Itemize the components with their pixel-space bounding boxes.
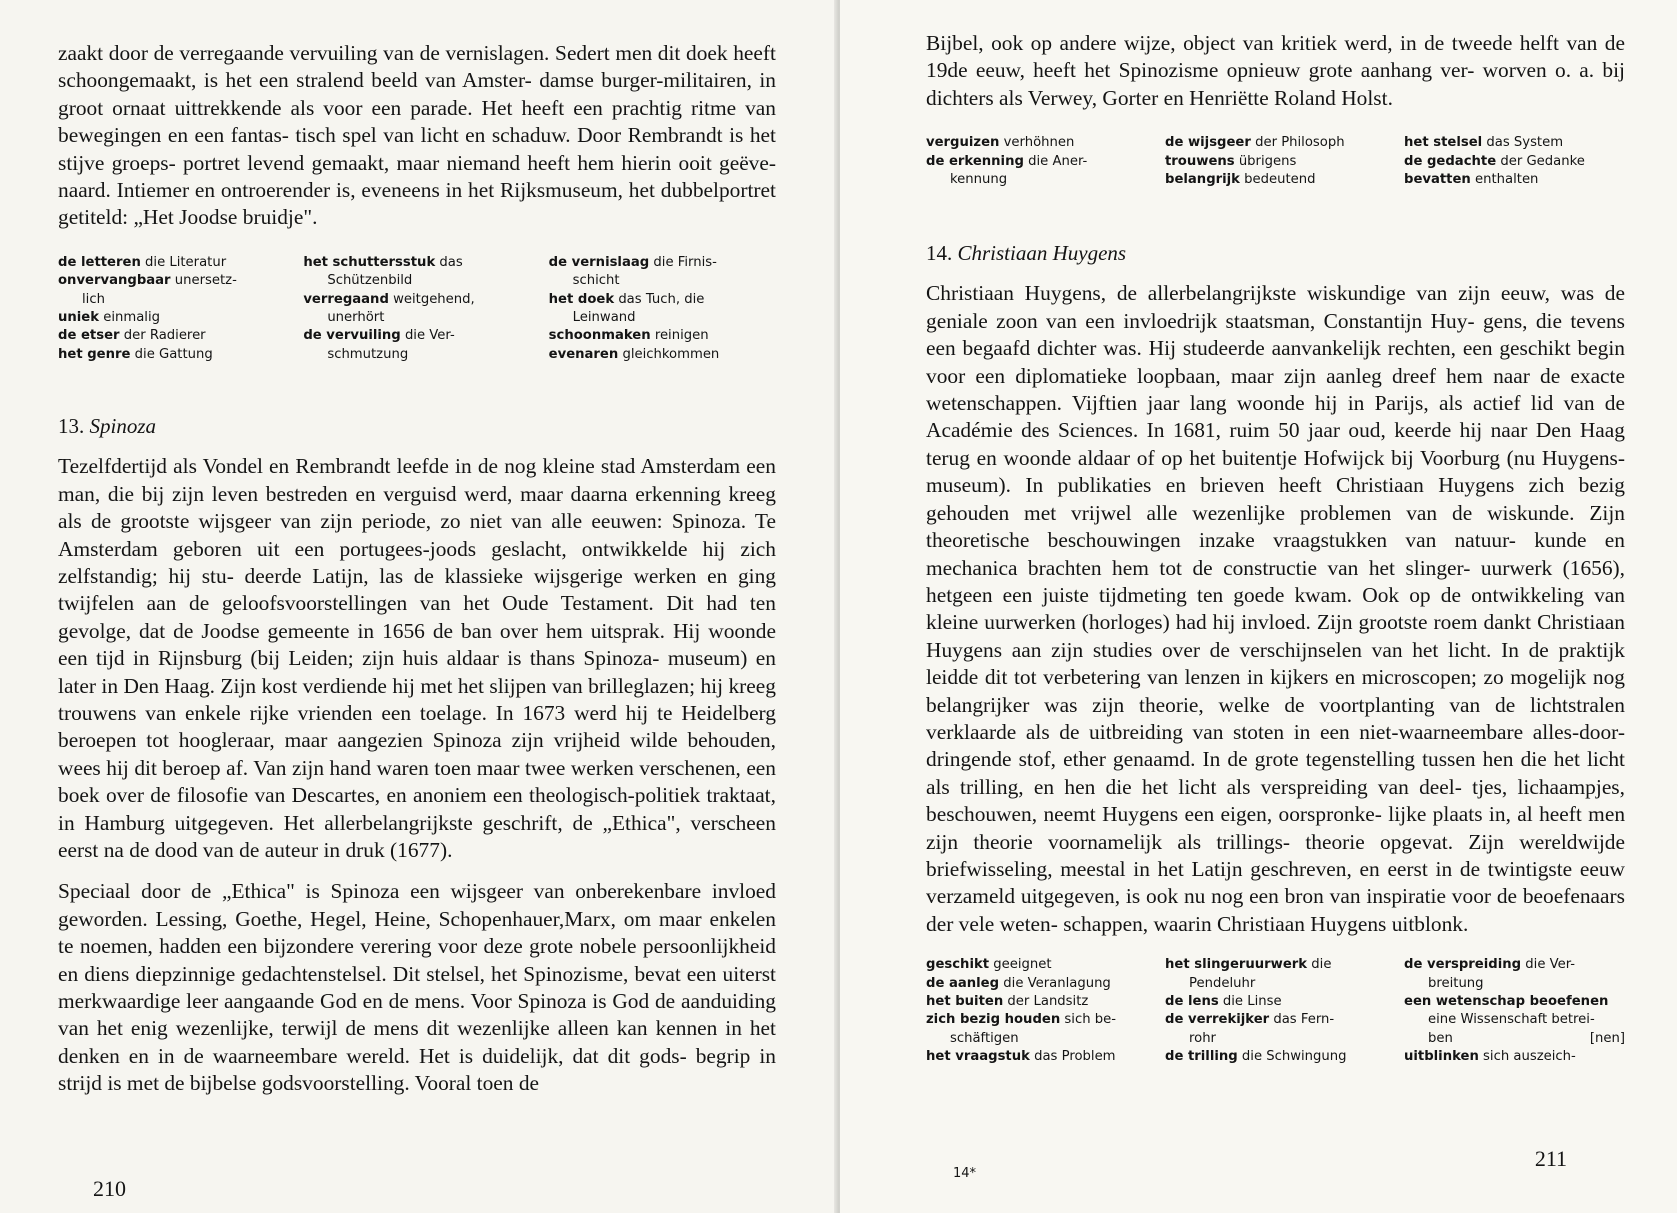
text-line: dubbelportret getiteld: „Het Joodse bruidje". xyxy=(58,178,776,230)
vocab-translation: der Philosoph xyxy=(1255,135,1345,151)
vocab-term: de aanleg xyxy=(926,975,1000,991)
text-line: Christiaan Huygens, de allerbelangrijkste wiskundige van zijn eeuw, xyxy=(926,281,1550,306)
vocab-term: de vervuiling xyxy=(303,328,401,344)
vocab-translation: die Ver- xyxy=(1525,957,1576,973)
vocab-translation: unersetz- xyxy=(174,273,237,289)
intro-paragraph xyxy=(926,30,1625,112)
vocab-term: evenaren xyxy=(548,346,619,362)
vocab-translation: die Linse xyxy=(1222,994,1282,1009)
body-paragraph xyxy=(58,878,776,1097)
text-line: invloed geworden. Lessing, Goethe, Hegel, Heine, Schopenhauer,Marx, xyxy=(58,879,776,931)
vocabulary-box xyxy=(926,134,1625,189)
vocab-column xyxy=(1404,956,1625,1066)
vocab-translation: das System xyxy=(1486,135,1564,151)
text-line: als de uitbreiding van stoten in een niet-waarneembare alles-door- xyxy=(1025,719,1626,744)
vocab-entry xyxy=(926,153,1147,171)
text-line: naard. Intiemer en ontroerender is, eveneens in het Rijksmuseum, het xyxy=(58,178,655,203)
vocab-translation: der Gedanke xyxy=(1500,153,1585,169)
vocab-column xyxy=(549,254,776,364)
vocab-translation: die Firnis- xyxy=(653,254,717,270)
text-line: bezig gehouden met vrijwel alle wezenlijke problemen van de wiskunde. xyxy=(926,473,1625,525)
vocab-entry xyxy=(58,309,285,327)
vocab-entry xyxy=(1404,153,1625,171)
text-line: ook nu nog een bron van inspiratie voor de beoefenaars der vele weten- xyxy=(926,884,1625,936)
text-line: museum) en later in Den Haag. Zijn kost verdiende hij met het slijpen xyxy=(58,646,776,698)
text-line: zaakt door de verregaande vervuiling van de vernislagen. Sedert men xyxy=(58,41,653,65)
vocab-translation: lich xyxy=(82,291,105,307)
vocab-term: onvervangbaar xyxy=(58,273,171,289)
vocab-entry xyxy=(549,346,776,364)
text-line: Tezelfdertijd als Vondel en Rembrandt leefde in de nog kleine stad xyxy=(58,454,636,479)
text-line: verschijnselen van het licht. In de praktijk leidde dit tot verbetering xyxy=(926,637,1625,690)
vocab-term: de letteren xyxy=(58,254,141,270)
vocab-entry xyxy=(1165,1048,1386,1066)
text-line: een tijd in Rijnsburg (bij Leiden; zijn huis aldaar is thans Spinoza- xyxy=(58,646,660,671)
text-line: Zijn grootste roem dankt Christiaan Huygens aan zijn studies over de xyxy=(926,610,1625,662)
vocab-translation: kennung xyxy=(950,172,1008,188)
vocab-translation: die Veranlagung xyxy=(1003,975,1111,991)
vocab-term: de verspreiding xyxy=(1404,957,1522,973)
vocab-entry xyxy=(1165,171,1386,189)
section-body xyxy=(58,453,776,1097)
text-line: begrip in strijd is met de bijbelse godsvoorstelling. Vooral toen de xyxy=(58,1043,776,1096)
vocab-entry xyxy=(926,1048,1147,1066)
vocab-entry xyxy=(1404,993,1625,1011)
vocab-translation: schmutzung xyxy=(327,346,409,362)
page-number: 211 xyxy=(1534,1146,1567,1171)
body-paragraph xyxy=(58,453,776,864)
text-line: damse burger-militairen, in groot ornaat uittrekkende als voor een xyxy=(58,68,776,120)
text-line: was de geniale zoon van een invloedrijk staatsman, Constantijn Huy- xyxy=(926,281,1625,333)
vocab-translation: Pendeluhr xyxy=(1189,975,1256,991)
vocabulary-box xyxy=(926,956,1625,1066)
text-line: rechten, een geschikt begin voor een diplomatieke loopbaan, maar zijn xyxy=(926,336,1625,388)
vocab-translation: Leinwand xyxy=(572,310,636,326)
vocab-translation: schäftigen xyxy=(950,1030,1019,1046)
vocab-term: verguizen xyxy=(926,135,1000,151)
text-line: aanleg dreef hem naar de exacte wetenschappen. Vijftien jaar lang xyxy=(926,363,1625,416)
vocab-entry xyxy=(1404,1011,1625,1029)
vocab-entry xyxy=(926,956,1147,974)
vocab-translation: sich auszeich- xyxy=(1483,1049,1576,1065)
vocab-entry xyxy=(926,1011,1147,1029)
vocab-term: de verrekijker xyxy=(1165,1012,1270,1028)
text-line: „Ethica", verscheen eerst na de dood van de auteur in druk (1677). xyxy=(58,810,776,862)
vocab-entry xyxy=(303,272,530,290)
vocab-translation: die Schwingung xyxy=(1241,1049,1347,1065)
vocab-term: het vraagstuk xyxy=(926,1049,1030,1065)
section-heading xyxy=(926,241,1625,266)
vocab-term: het stelsel xyxy=(1404,135,1483,151)
vocab-translation: die Ver- xyxy=(404,328,455,344)
vocab-term: uitblinken xyxy=(1404,1049,1479,1065)
vocab-term: de wijsgeer xyxy=(1165,135,1251,151)
section-body xyxy=(926,280,1625,938)
vocab-entry xyxy=(926,134,1147,152)
vocab-translation: das Problem xyxy=(1034,1049,1116,1065)
vocab-entry xyxy=(926,993,1147,1011)
text-line: denken en in de waarneembare wereld. Het is duidelijk, dat dit gods- xyxy=(58,1043,687,1068)
vocab-translation: einmalig xyxy=(103,310,160,326)
vocab-entry xyxy=(58,291,285,309)
text-line: Holst. xyxy=(1341,85,1393,110)
text-line: traktaat, in Hamburg uitgegeven. Het allerbelangrijkste geschrift, de xyxy=(58,783,776,835)
vocab-entry xyxy=(549,254,776,272)
vocab-term: uniek xyxy=(58,310,100,326)
text-line: Zijn theoretische beschouwingen inzake vraagstukken van natuur- xyxy=(926,500,1625,553)
text-line: gens, die tevens een begaafd dichter was. Hij studeerde aanvankelijk xyxy=(926,308,1625,361)
vocab-term: geschikt xyxy=(926,957,990,973)
text-line: maar daarna erkenning kreeg als de grootste wijsgeer van zijn periode, xyxy=(58,481,776,534)
vocab-entry xyxy=(303,327,530,345)
vocab-entry xyxy=(58,272,285,290)
vocab-term: het schuttersstuk xyxy=(303,254,436,270)
vocab-translation: die Gattung xyxy=(134,346,213,362)
text-line: deerde Latijn, las de klassieke wijsgerige werken en ging twijfelen aan xyxy=(58,563,777,616)
text-line: lijke plaats in, al heeft men zijn theorie voornamelijk als trillings- xyxy=(926,802,1626,854)
intro-paragraph xyxy=(58,40,776,232)
vocab-term: de erkenning xyxy=(926,153,1024,169)
vocab-translation: rohr xyxy=(1189,1030,1216,1046)
text-line: over de filosofie van Descartes, en anoniem een theologisch-politiek xyxy=(105,783,701,808)
text-line: zo niet van alle eeuwen: Spinoza. Te Amsterdam geboren uit een xyxy=(58,509,776,561)
text-line: museum). In publikaties en brieven heeft Christiaan Huygens zich xyxy=(926,473,1565,498)
vocab-entry xyxy=(926,975,1147,993)
vocab-translation: ben xyxy=(1428,1030,1453,1046)
text-line: woonde hij in Parijs, als actief lid van de Académie des Sciences. In xyxy=(926,391,1625,443)
section-name: Spinoza xyxy=(89,414,157,439)
vocab-entry xyxy=(303,309,530,327)
vocab-translation: gleichkommen xyxy=(622,346,720,362)
vocab-translation: die Literatur xyxy=(145,254,227,270)
text-line: dringende stof, ether genaamd. In de grote tegenstelling tussen hen xyxy=(926,747,1514,772)
text-line: Van zijn hand waren toen maar twee werken verschenen, een boek xyxy=(58,755,776,808)
vocab-entry xyxy=(1404,1030,1625,1048)
vocab-column xyxy=(1165,956,1386,1066)
text-line: uurwerk (1656), hetgeen een juiste tijdmeting ten goede kwam. Ook xyxy=(926,555,1625,607)
vocab-term: de etser xyxy=(58,328,120,344)
vocab-term: trouwens xyxy=(1165,153,1235,169)
vocab-term: de gedachte xyxy=(1404,153,1497,169)
vocab-term: de trilling xyxy=(1165,1049,1238,1065)
vocab-entry xyxy=(1165,975,1386,993)
text-line: schappen, waarin Christiaan Huygens uitblonk. xyxy=(1063,911,1469,936)
vocab-translation: unerhört xyxy=(327,310,385,326)
vocab-translation: reinigen xyxy=(654,328,709,344)
section-number: 14. xyxy=(926,241,953,266)
text-line: theorie opgevat. Zijn wereldwijde briefwisseling, meestal in het Latijn xyxy=(926,829,1625,881)
vocab-term: de vernislaag xyxy=(548,254,650,270)
section-name: Christiaan Huygens xyxy=(957,241,1127,266)
vocab-entry xyxy=(1404,171,1625,189)
vocab-entry xyxy=(303,346,530,364)
vocab-column xyxy=(303,254,530,364)
text-line: op de ontwikkeling van kleine uurwerken (horloges) had hij invloed. xyxy=(926,582,1625,635)
text-line: die het licht als trilling, en hen die het licht als verspreiding van deel- xyxy=(926,747,1625,799)
vocab-translation: Schützenbild xyxy=(327,273,413,289)
vocab-column xyxy=(926,956,1147,1066)
page-number: 210 xyxy=(93,1176,126,1201)
text-line: van de 19de eeuw, heeft het Spinozisme opnieuw grote aanhang ver- xyxy=(926,31,1625,83)
text-line: aangezien Spinoza zijn vrijheid wilde behouden, wees hij dit beroep af. xyxy=(58,728,776,780)
section-number: 13. xyxy=(58,414,85,439)
vocab-translation: breitung xyxy=(1428,975,1484,991)
text-line: tisch spel van licht en schaduw. Door Rembrandt is het stijve groeps- xyxy=(58,123,776,175)
text-line: tjes, lichaampjes, beschouwen, neemt Huygens een eigen, oorspronke- xyxy=(926,774,1625,827)
vocab-entry xyxy=(1404,975,1625,993)
text-line: portugees-joods geslacht, ontwikkelde hij zich zelfstandig; hij stu- xyxy=(58,536,776,588)
vocab-term: het doek xyxy=(548,291,615,307)
vocab-entry xyxy=(1404,1048,1625,1066)
text-line: God en de mens. Voor Spinoza is God de aanduiding van het enig xyxy=(58,989,776,1041)
vocab-translation: eine Wissenschaft betrei- xyxy=(1428,1012,1595,1028)
text-line: dat de Joodse gemeente in 1656 de ban over hem uitsprak. Hij woonde xyxy=(139,618,776,643)
vocab-translation: übrigens xyxy=(1238,153,1297,169)
vocabulary-box xyxy=(58,254,776,364)
signature-mark: 14* xyxy=(953,1166,977,1181)
text-line: Amsterdam een man, die bij zijn leven bestreden en verguisd werd, xyxy=(58,454,776,506)
vocab-term: een wetenschap beoefenen xyxy=(1404,994,1609,1009)
vocab-translation: der Landsitz xyxy=(1007,994,1089,1009)
right-page xyxy=(840,0,1677,1213)
vocab-entry xyxy=(1165,153,1386,171)
text-line: portret levend gemaakt, maar niemand heeft hem hierin ooit geëve- xyxy=(182,150,776,175)
vocab-entry xyxy=(58,327,285,345)
vocab-column xyxy=(58,254,285,364)
text-line: de geloofsvoorstellingen van het Oude Testament. Dit had ten gevolge, xyxy=(58,591,776,643)
text-line: 1681, ruim 50 jaar oud, keerde hij naar Den Haag terug en woonde xyxy=(926,418,1625,470)
vocab-entry xyxy=(926,171,1147,189)
vocab-translation: geeignet xyxy=(993,957,1052,973)
vocab-entry xyxy=(303,254,530,272)
vocab-translation: enthalten xyxy=(1475,172,1539,188)
vocab-bracket: [nen] xyxy=(1589,1030,1625,1046)
vocab-entry xyxy=(549,309,776,327)
text-line: aldaar of op het buitentje Hofwijck bij Voorburg (nu Huygens- xyxy=(1077,445,1625,470)
vocab-translation: die Aner- xyxy=(1028,153,1088,169)
text-line: van brilleglazen; hij kreeg trouwens van enkele rijke vrienden een xyxy=(58,673,776,725)
vocab-entry xyxy=(1165,1030,1386,1048)
text-line: van lenzen in kijkers en microscopen; zo mogelijk nog belangrijker xyxy=(926,665,1625,717)
text-line: was zijn theorie, welke de voortplanting van de lichtstralen verklaarde xyxy=(926,692,1625,744)
text-line: geschreven, en eerst in de twintigste eeuw verzameld uitgegeven, is xyxy=(926,856,1625,909)
vocab-entry xyxy=(1404,956,1625,974)
vocab-column xyxy=(1404,134,1625,189)
vocab-entry xyxy=(58,254,285,272)
vocab-translation: der Radierer xyxy=(123,328,206,344)
vocab-entry xyxy=(58,346,285,364)
vocab-term: het buiten xyxy=(926,994,1004,1009)
text-line: om maar enkelen te noemen, hadden een bijzondere verering voor deze xyxy=(58,906,776,959)
vocab-term: schoonmaken xyxy=(548,328,651,344)
vocab-term: bevatten xyxy=(1404,172,1471,188)
vocab-column xyxy=(1165,134,1386,189)
vocab-term: belangrijk xyxy=(1165,172,1240,188)
vocab-translation: die xyxy=(1311,957,1332,973)
vocab-entry xyxy=(549,291,776,309)
text-line: grote nobele persoonlijkheid en diens diepzinnige gedachtenstelsel. Dit xyxy=(58,934,776,986)
vocab-entry xyxy=(303,291,530,309)
section-heading xyxy=(58,414,776,439)
vocab-term: verregaand xyxy=(303,291,389,307)
text-line: dit doek heeft schoongemaakt, is het een stralend beeld van Amster- xyxy=(58,41,776,93)
text-line: stelsel, het Spinozisme, bevat een uiterst merkwaardige leer aangaande xyxy=(58,961,776,1013)
vocab-term: het slingeruurwerk xyxy=(1165,957,1308,973)
vocab-entry xyxy=(926,1030,1147,1048)
vocab-entry xyxy=(1404,134,1625,152)
vocab-translation: sich be- xyxy=(1064,1012,1116,1028)
vocab-entry xyxy=(1165,993,1386,1011)
vocab-term: het genre xyxy=(58,346,131,362)
vocab-translation: verhöhnen xyxy=(1003,135,1075,151)
vocab-entry xyxy=(549,272,776,290)
vocab-column xyxy=(926,134,1147,189)
text-line: toelage. In 1673 werd hij te Heidelberg beroepen tot hoogleraar, maar xyxy=(58,700,776,753)
vocab-translation: schicht xyxy=(572,273,620,289)
vocab-term: de lens xyxy=(1165,994,1219,1009)
body-paragraph xyxy=(926,280,1625,938)
text-line: kunde en mechanica brachten hem tot de constructie van het slinger- xyxy=(926,528,1625,580)
vocab-entry xyxy=(1165,1011,1386,1029)
text-line: parade. Het heeft een prachtig ritme van bewegingen en een fantas- xyxy=(58,95,776,148)
vocab-translation: weitgehend, xyxy=(393,291,475,307)
vocab-translation: das Fern- xyxy=(1273,1012,1335,1028)
vocab-entry xyxy=(1165,956,1386,974)
vocab-translation: das Tuch, die xyxy=(618,291,705,307)
vocab-term: zich bezig houden xyxy=(926,1012,1061,1028)
vocab-entry xyxy=(1165,134,1386,152)
vocab-translation: das xyxy=(439,254,463,270)
vocab-translation: bedeutend xyxy=(1244,172,1316,188)
text-line: wezenlijke, terwijl de mens dit wezenlijke alleen kan kennen in het xyxy=(175,1016,776,1041)
text-line: worven o. a. bij dichters als Verwey, Gorter en Henriëtte Roland xyxy=(926,58,1625,110)
text-line: Speciaal door de „Ethica" is Spinoza een wijsgeer van onberekenbare xyxy=(58,879,702,904)
left-page xyxy=(0,0,838,1213)
vocab-entry xyxy=(549,327,776,345)
text-line: Bijbel, ook op andere wijze, object van kritiek werd, in de tweede helft xyxy=(926,31,1559,55)
